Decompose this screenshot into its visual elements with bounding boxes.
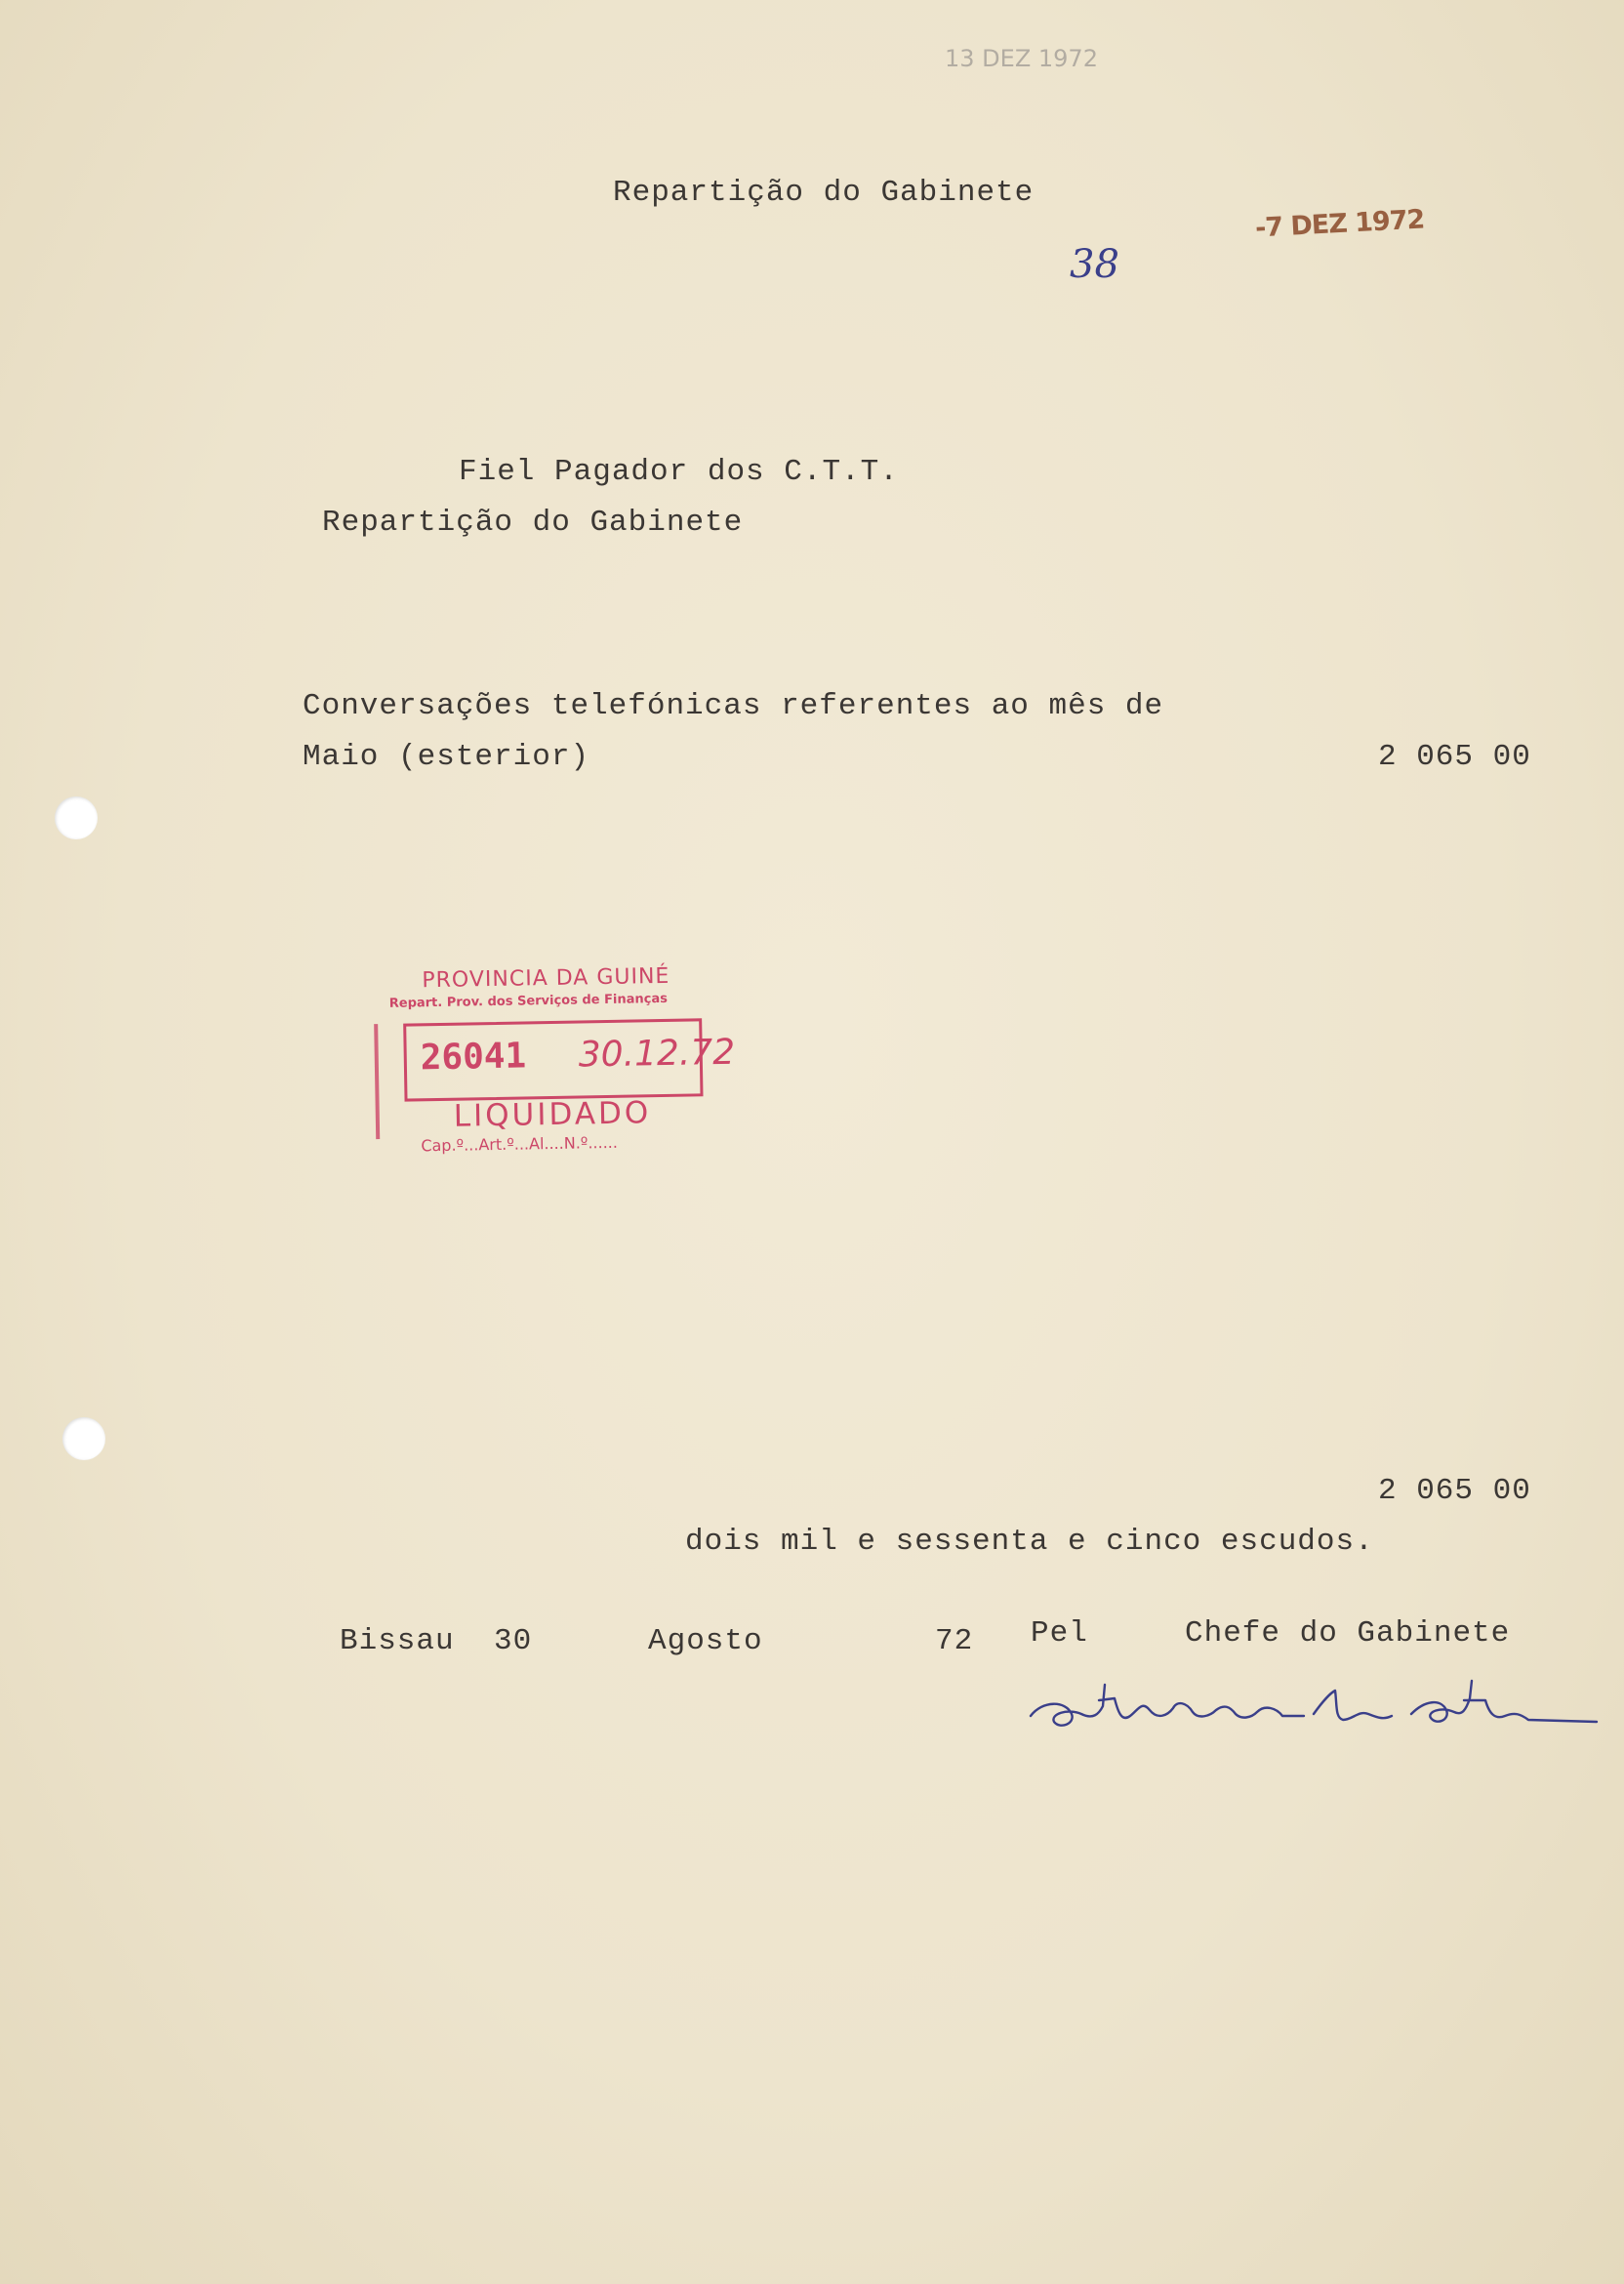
received-date-stamp: -7 DEZ 1972 — [1254, 204, 1426, 244]
closing-day: 30 — [494, 1624, 533, 1658]
stamp-side-mark — [374, 1024, 380, 1139]
addressee-line2: Repartição do Gabinete — [322, 506, 744, 540]
signature-stroke — [1031, 1681, 1597, 1726]
top-scribble: 13 DEZ 1972 — [945, 45, 1098, 72]
stamp-department: Repart. Prov. dos Serviços de Finanças — [388, 991, 669, 1011]
addressee-line1: Fiel Pagador dos C.T.T. — [459, 455, 899, 489]
handwritten-signature — [1021, 1671, 1601, 1749]
stamp-box — [403, 1018, 736, 1101]
total-in-words: dois mil e sessenta e cinco escudos. — [685, 1525, 1374, 1559]
doc-number: 38 — [1070, 242, 1119, 287]
stamp-province: PROVINCIA DA GUINÉ — [422, 963, 670, 994]
item-description-line1: Conversações telefónicas referentes ao mês de — [303, 689, 1164, 723]
item-description-line2: Maio (esterior) — [303, 740, 590, 774]
closing-year: 72 — [935, 1624, 974, 1658]
closing-title: Chefe do Gabinete — [1185, 1616, 1511, 1651]
stamp-status: LIQUIDADO — [453, 1095, 652, 1134]
stamp-date: 30.12.72 — [578, 1032, 736, 1076]
closing-month: Agosto — [648, 1624, 763, 1658]
stamp-footer: Cap.º...Art.º...Al....N.º...... — [421, 1132, 619, 1156]
closing-place: Bissau — [340, 1624, 455, 1658]
item-amount: 2 065 00 — [1378, 740, 1531, 774]
stamp-number: 26041 — [420, 1036, 527, 1079]
punch-hole-bottom — [62, 1417, 105, 1460]
header-office: Repartição do Gabinete — [613, 176, 1035, 210]
punch-hole-top — [55, 796, 98, 839]
liquidado-stamp — [373, 961, 736, 1177]
total-amount: 2 065 00 — [1378, 1474, 1531, 1508]
closing-pel: Pel — [1031, 1616, 1088, 1651]
